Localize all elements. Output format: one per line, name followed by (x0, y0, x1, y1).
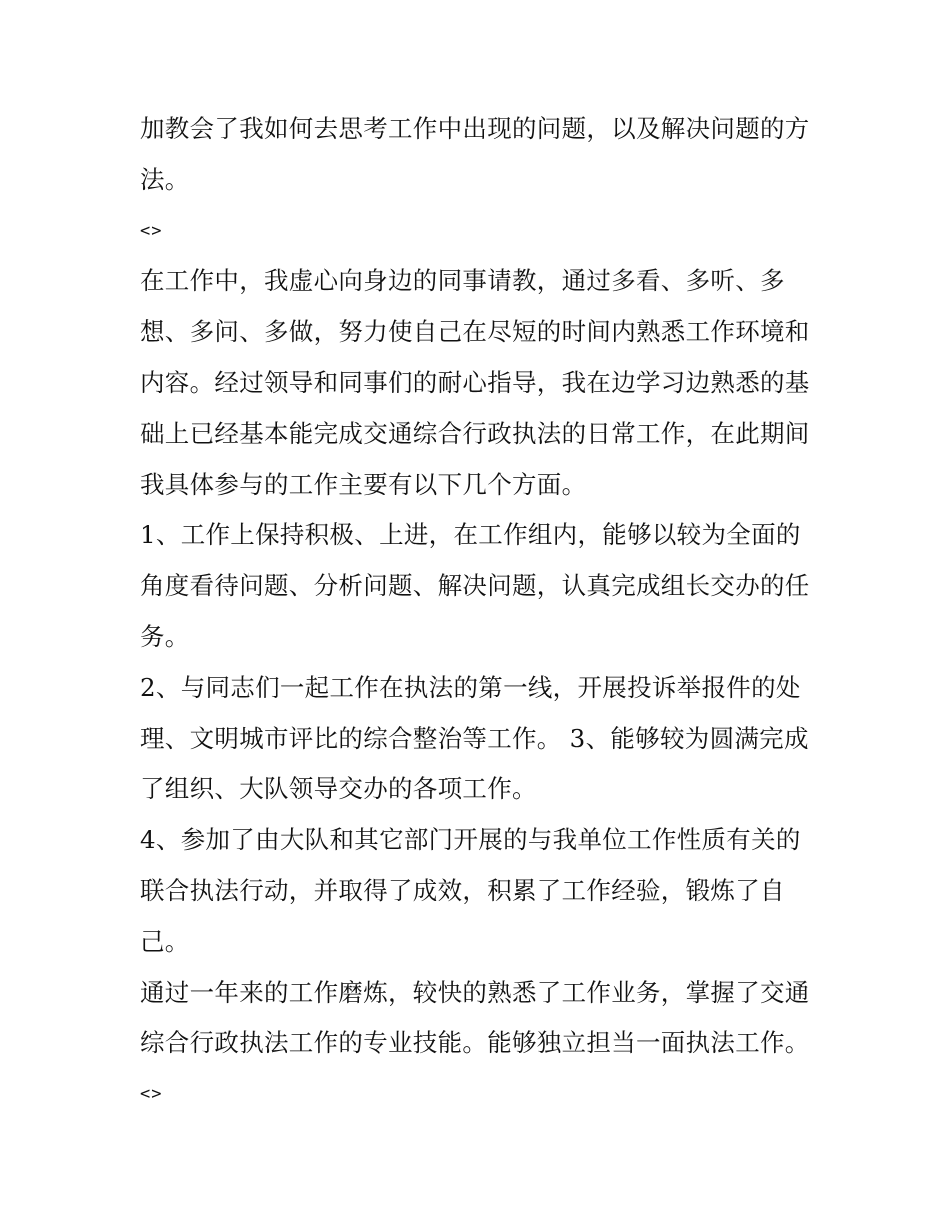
text-line: 加教会了我如何去思考工作中出现的问题，以及解决问题的方 (140, 114, 810, 143)
section-marker: <> (140, 1084, 163, 1105)
text-line: 础上已经基本能完成交通综合行政执法的日常工作，在此期间 (140, 418, 810, 448)
text-line: 在工作中，我虚心向身边的同事请教，通过多看、多听、多 (140, 266, 785, 296)
text-line: 4、参加了由大队和其它部门开展的与我单位工作性质有关的 (140, 825, 801, 855)
text-line: 内容。经过领导和同事们的耐心指导，我在边学习边熟悉的基 (140, 367, 810, 397)
text-line: 角度看待问题、分析问题、解决问题，认真完成组长交办的任 (140, 571, 810, 601)
text-line: 1、工作上保持积极、上进，在工作组内，能够以较为全面的 (140, 520, 801, 550)
text-line: 通过一年来的工作磨炼，较快的熟悉了工作业务，掌握了交通 (140, 977, 810, 1007)
text-line: 理、文明城市评比的综合整治等工作。 3、能够较为圆满完成 (140, 723, 809, 753)
text-line: 联合执法行动，并取得了成效，积累了工作经验，锻炼了自 (140, 875, 785, 905)
text-line: 我具体参与的工作主要有以下几个方面。 (140, 469, 587, 499)
text-line: 法。 (140, 164, 190, 194)
text-line: 想、多问、多做，努力使自己在尽短的时间内熟悉工作环境和 (140, 317, 810, 347)
section-marker: <> (140, 220, 163, 241)
text-line: 了组织、大队领导交办的各项工作。 (140, 774, 537, 804)
document-body (140, 104, 820, 1120)
text-line: 2、与同志们一起工作在执法的第一线，开展投诉举报件的处 (140, 672, 801, 702)
text-line: 综合行政执法工作的专业技能。能够独立担当一面执法工作。 (140, 1028, 810, 1058)
text-line: 务。 (140, 621, 190, 651)
text-line: 己。 (140, 926, 190, 956)
